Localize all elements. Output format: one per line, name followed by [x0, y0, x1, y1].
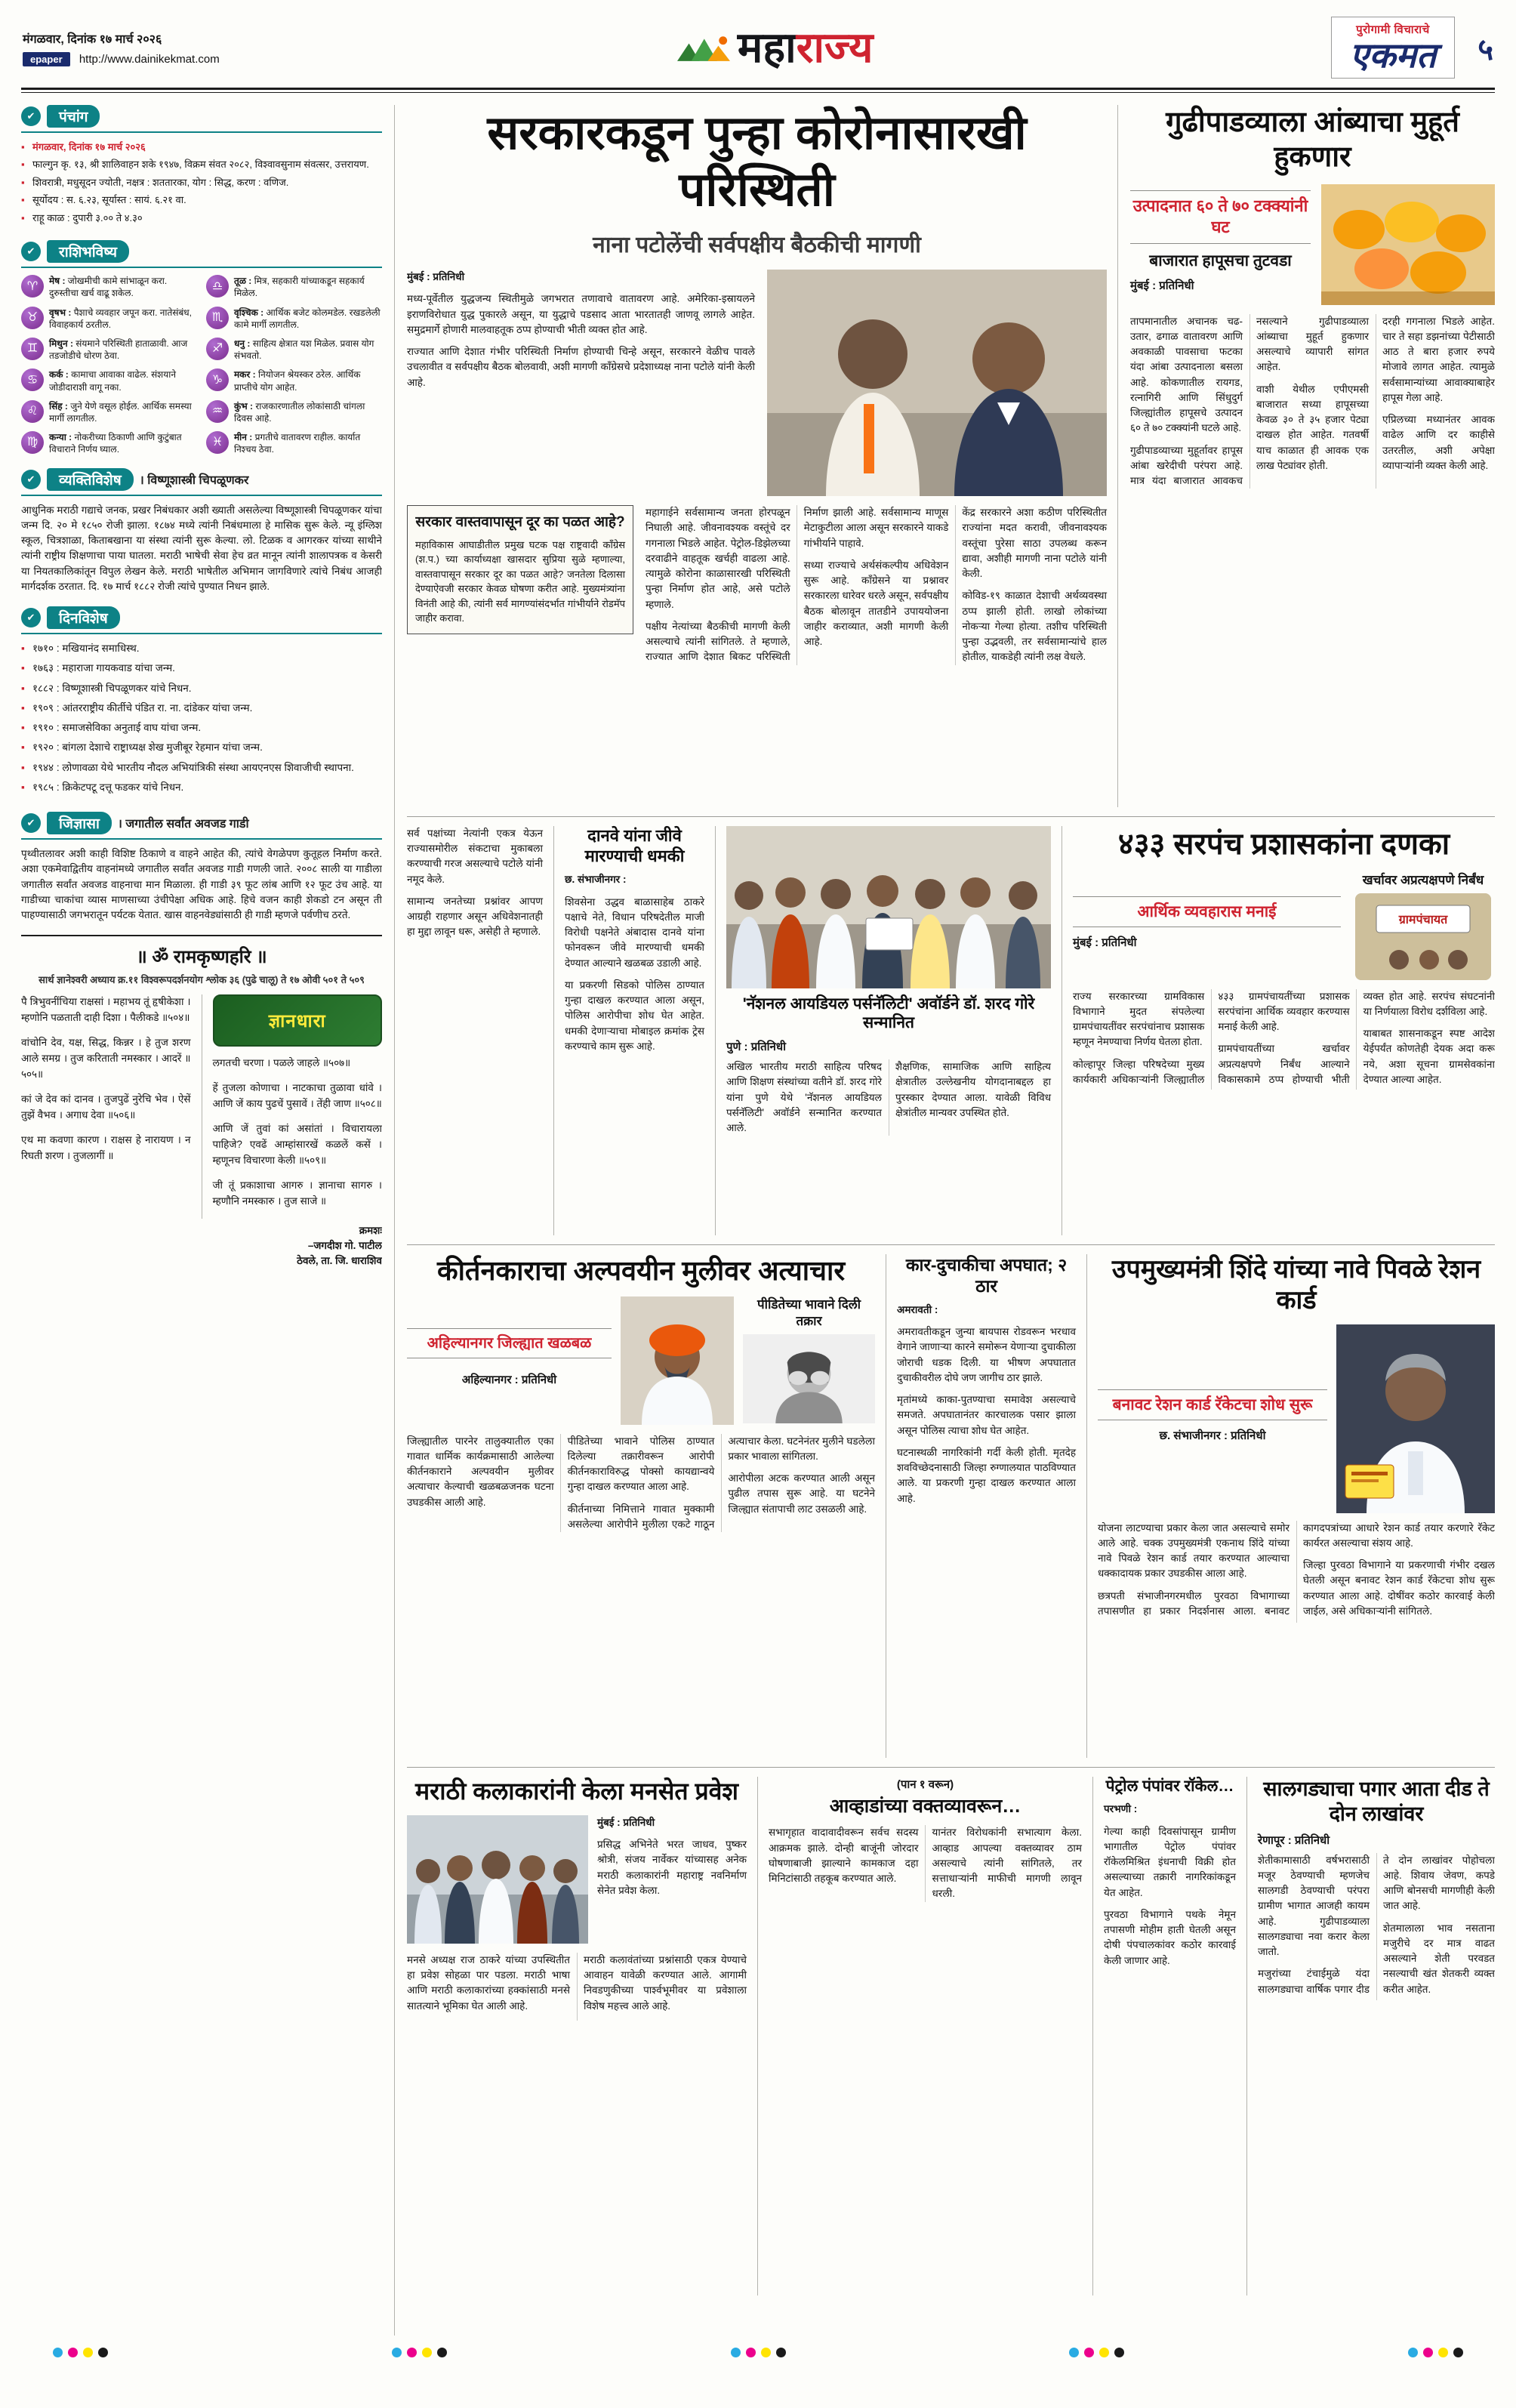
lead-byline: मुंबई : प्रतिनिधी: [407, 271, 465, 283]
masthead-tagline: पुरोगामी विचाराचे: [1356, 23, 1430, 36]
petrol-paras: [1104, 1824, 1236, 1969]
registration-dot: [68, 2348, 78, 2357]
registration-dot: [392, 2348, 402, 2357]
shinde-deck-text: बनावट रेशन कार्ड रॅकेटचा शोध सुरू: [1098, 1389, 1327, 1420]
ram-footer-kramashah: क्रमशः: [359, 1224, 382, 1236]
mango-byline: मुंबई : प्रतिनिधी: [1130, 279, 1194, 293]
verse: पै त्रिभुवनींचिया राक्षसां । महाभय तूं हृषीकेशा । म्हणोनि पळताती दाही दिशा । पैलीकडे ॥५०४॥: [21, 996, 191, 1024]
shinde-deck: [1098, 1389, 1327, 1448]
lead-subhead: नाना पटोलेंची सर्वपक्षीय बैठकीची मागणी: [593, 233, 921, 258]
sarpanch-deck1: आर्थिक व्यवहारास मनाई: [1073, 896, 1341, 927]
article-shinde: [1086, 1254, 1495, 1758]
verse: वांचोनि देव, यक्ष, सिद्ध, किन्नर । हे तुज शरण आले समग्र । तुज करिताती नमस्कार । आदरें ॥५०५॥: [21, 1037, 191, 1081]
jidnyasa-subtitle: । जगातील सर्वांत अवजड गाडी: [117, 818, 249, 831]
article-sarpanch: [1062, 826, 1495, 1235]
jidnyasa-title: जिज्ञासा: [47, 812, 112, 834]
accident-body: [897, 1303, 1076, 1506]
vyakti-subtitle: । विष्णूशास्त्री चिपळूणकर: [139, 473, 249, 487]
dinvishesh-title: दिनविशेष: [47, 606, 120, 629]
rashi-entry: [206, 368, 382, 393]
jidnyasa-header: [21, 812, 382, 840]
shinde-headline: उपमुख्यमंत्री शिंदे यांच्या नावे पिवळे रेशन कार्ड: [1111, 1254, 1481, 1315]
rashi-entry: [21, 338, 197, 362]
rashi-text: कर्क : कामाचा आवाका वाढेल. संशयाने जोडीदाराशी वागू नका.: [49, 369, 176, 393]
paragraph: वाशी येथील एपीएमसी बाजारात सध्या हापूसच्या केवळ ३० ते ३५ हजार पेट्या दाखल होत आहेत. गतवर्षी याच काळात ही आवक एक लाख पेट्यांवर होती.: [1256, 383, 1369, 471]
panchang-line: ▪ शिवरात्री, मधुसूदन ज्योती, नक्षत्र : शततारका, योग : सिद्ध, करण : वणिज.: [21, 175, 382, 190]
mnse-headline: मराठी कलाकारांनी केला मनसेत प्रवेश: [415, 1777, 738, 1805]
mango-deck-row: [1130, 184, 1495, 305]
petrol-byline: परभणी :: [1104, 1803, 1138, 1815]
mango-decks: [1130, 190, 1311, 298]
zodiac-icon: ♏: [206, 307, 229, 329]
danve-byline: छ. संभाजीनगर :: [565, 874, 627, 886]
registration-dot: [776, 2348, 786, 2357]
paragraph: राज्यात आणि देशात गंभीर परिस्थिती निर्माण होण्याची चिन्हे असून, सरकारने वेळीच पावले उचलावीत व सर्वपक्षीय बैठक बोलवावी, अशी मागणी काँग्रेसचे प्रदेशाध्यक्ष नाना पटोले यांनी केली आहे.: [407, 346, 755, 388]
paragraph: मध्य-पूर्वेतील युद्धजन्य स्थितीमुळे जगभरात तणावाचे वातावरण आहे. अमेरिका-इस्रायलने इराणविरोधात युद्ध पुकारले असून, या युद्धाचे पडसाद आता भारतातही जाणवू लागले आहेत. समुद्रमार्गे होणारी मालवाहतूक ठप्प होण्याची भीती व्यक्त होत आहे.: [407, 293, 755, 335]
paragraph: राज्य सरकारच्या ग्रामविकास विभागाने मुदत संपलेल्या ग्रामपंचायतींवर सरपंचांनाच प्रशासक म्हणून नेमण्याचा निर्णय घेतला होता.: [1073, 990, 1205, 1048]
award-byline: पुणे : प्रतिनिधी: [726, 1041, 786, 1054]
dinvishesh-item: ▪ १९४४ : लोणावळा येथे भारतीय नौदल अभियांत्रिकी संस्था आयएनएस शिवाजीची स्थापना.: [21, 760, 382, 775]
band-top: [407, 105, 1495, 807]
band-third: [407, 1244, 1495, 1758]
dinvishesh-item: ▪ १९०९ : आंतरराष्ट्रीय कीर्तीचे पंडित रा. ना. दांडेकर यांचा जन्म.: [21, 701, 382, 716]
kirtankar-byline: अहिल्यानगर : प्रतिनिधी: [461, 1374, 557, 1387]
sarpanch-byline: मुंबई : प्रतिनिधी: [1073, 936, 1137, 950]
lead-headline: सरकारकडून पुन्हा कोरोनासारखी परिस्थिती: [487, 106, 1027, 217]
verse: लगतची चरणा । पळले जाहले ॥५०७॥: [212, 1057, 351, 1069]
awhad-body-columns: [769, 1825, 1082, 1901]
registration-dot: [1453, 2348, 1463, 2357]
mango-deck2: बाजारात हापूसचा तुटवडा: [1149, 251, 1292, 270]
paragraph: जिल्ह्यातील पारनेर तालुक्यातील एका गावात धार्मिक कार्यक्रमासाठी आलेल्या कीर्तनकाराने अल्पवयीन मुलीवर अत्याचार केल्याची खळबळजनक घटना उघडकीस आली आहे.: [407, 1435, 554, 1508]
article-awhad: [757, 1777, 1082, 2295]
panchang-title: पंचांग: [47, 105, 100, 128]
kirtankar-headline: कीर्तनकाराचा अल्पवयीन मुलीवर अत्याचार: [436, 1254, 846, 1286]
check-circle-icon: ✔: [21, 106, 41, 126]
dnyandhara-logo: ज्ञानधारा: [213, 994, 383, 1047]
registration-cluster: [731, 2348, 786, 2357]
paragraph: शेतमालाला भाव नसताना मजुरीचे दर मात्र वाढत असल्याने शेती परवडत नसल्याची खंत शेतकरी व्यक्त करीत आहेत.: [1383, 1922, 1495, 1995]
rashi-entry: [21, 431, 197, 455]
lead-continuation: [407, 826, 543, 1235]
header-right: [1331, 17, 1493, 79]
shinde-photo: [1336, 1324, 1495, 1513]
ram-verses-right-col: [202, 994, 383, 1218]
kirtankar-photo: [621, 1296, 734, 1425]
paragraph: दरही गगनाला भिडले आहेत. चार ते सहा डझनांच्या पेटीसाठी आठ ते बारा हजार रुपये मोजावे लागत आहेत. त्यामुळे सर्वसामान्यांच्या आवाक्याबाहेर हापूस गेला आहे.: [1382, 315, 1495, 403]
rashi-text: मिथुन : संयमाने परिस्थिती हाताळावी. आज तडजोडीचे धोरण ठेवा.: [49, 338, 188, 362]
sarpanch-deck-left: [1073, 896, 1341, 955]
paragraph: पीडितेच्या भावाने पोलिस ठाण्यात दिलेल्या तक्रारीवरून आरोपी कीर्तनकाराविरुद्ध पोक्सो कायद्यान्वये गुन्हा दाखल करण्यात आला आहे.: [567, 1435, 715, 1493]
paragraph: शेतीकामासाठी वर्षभरासाठी मजूर ठेवण्याची म्हणजेच सालगडी ठेवण्याची परंपरा ग्रामीण भागात आजही कायम आहे. गुढीपाडव्याला सालगड्याचा नवा करार केला जातो.: [1258, 1854, 1370, 1958]
zodiac-icon: ♐: [206, 338, 229, 360]
check-circle-icon: ✔: [21, 608, 41, 627]
main-column: [394, 105, 1495, 2336]
page-header: [0, 0, 1516, 85]
article-mnse: [407, 1777, 747, 2295]
accident-paras: [897, 1324, 1076, 1506]
rashi-text: मकर : नियोजन श्रेयस्कर ठरेल. आर्थिक प्राप्तीचे योग आहेत.: [234, 369, 361, 393]
paragraph: महागाईने सर्वसामान्य जनता होरपळून निघाली आहे. जीवनावश्यक वस्तूंचे दर गगनाला भिडले आहेत. पेट्रोल-डिझेलच्या दरवाढीने वाहतूक खर्चही वाढला आहे. त्यामुळे कोरोना काळासारखी परिस्थिती पुन्हा निर्माण होत आहे, असे पटोले म्हणाले.: [646, 507, 790, 610]
paragraph: प्रसिद्ध अभिनेते भरत जाधव, पुष्कर श्रोत्री, संजय नार्वेकर यांच्यासह अनेक मराठी कलाकारांनी महाराष्ट्र नवनिर्माण सेनेत प्रवेश केला.: [597, 1839, 747, 1896]
paragraph: या प्रकरणी सिडको पोलिस ठाण्यात गुन्हा दाखल करण्यात आला असून, पोलिस आरोपीचा शोध घेत आहेत. धमकी देणाऱ्याचा मोबाइल क्रमांक ट्रेस करण्याचे काम सुरू आहे.: [565, 979, 704, 1052]
zodiac-icon: ♈: [21, 275, 44, 298]
lead-inset-box: [407, 505, 633, 634]
registration-dot: [1114, 2348, 1124, 2357]
dinvishesh-item: ▪ १७१० : मखियानंद समाधिस्थ.: [21, 641, 382, 656]
mnse-photo-row: [407, 1815, 747, 1944]
rashi-text: वृषभ : पैशाचे व्यवहार जपून करा. नातेसंबंध, विवाहकार्य ठरतील.: [49, 307, 193, 330]
verse: आणि जें तुवां कां असांतां । विचारायला पाहिजे? एवढें आम्हांसारखें कळलें कसें । म्हणूनच विचारणा केली ॥५०९॥: [212, 1123, 382, 1167]
paragraph: आरोपीला अटक करण्यात आली असून पुढील तपास सुरू आहे. या घटनेने जिल्ह्यात संतापाची लाट उसळली आहे.: [728, 1472, 875, 1515]
section-logo: [677, 23, 874, 72]
content-area: [0, 100, 1516, 2336]
panchang-header: [21, 105, 382, 133]
panchang-section: [21, 105, 382, 229]
ram-intro: सार्थ ज्ञानेश्वरी अध्याय क्र.११ विश्वरूपदर्शनयोग श्लोक ३६ (पुढे चालू) ते १७ ओवी ५०१ ते ५०९: [39, 974, 365, 986]
article-mango: [1117, 105, 1495, 807]
dinvishesh-item: ▪ १९१० : समाजसेविका अनुताई वाघ यांचा जन्म.: [21, 720, 382, 735]
award-body-columns: [726, 1059, 1051, 1136]
article-danve: [553, 826, 704, 1235]
verse: जी तूं प्रकाशाचा आगरु । ज्ञानाचा सागरु । म्हणौनि नमस्कारु । तुज साजे ॥: [212, 1179, 382, 1207]
mango-photo: [1321, 184, 1495, 305]
registration-dot: [53, 2348, 63, 2357]
danve-paras: [565, 895, 704, 1055]
dinvishesh-item: ▪ १९८५ : क्रिकेटपटू दत्तू फडकर यांचे निधन.: [21, 780, 382, 795]
panchang-line: ▪ सूर्योदय : स. ६.२३, सूर्यास्त : सायं. ६.२१ वा.: [21, 193, 382, 208]
paragraph: अखिल भारतीय मराठी साहित्य परिषद आणि शिक्षण संस्थांच्या वतीने डॉ. शरद गोरे यांना पुणे येथे 'नॅशनल आयडियल पर्सनॅलिटी' अवॉर्डने सन्मानित करण्यात आले.: [726, 1061, 882, 1134]
ram-title: ॥ ॐ रामकृष्णहरि ॥: [136, 947, 267, 968]
zodiac-icon: ♍: [21, 431, 44, 454]
vyakti-body: आधुनिक मराठी गद्याचे जनक, प्रखर निबंधकार अशी ख्याती असलेल्या विष्णूशास्त्री चिपळूणकर यांचा जन्म दि. २० मे १८५० रोजी झाला. १८७४ मध्ये त्यांनी निबंधमाला हे मासिक सुरू केले. न्यू इंग्लिश स्कूल, चित्रशाळा, किताबखाना या संस्था त्यांनी सुरू केल्या. लो. टिळक व आगरकर यांच्या साथीने त्यांनी राष्ट्रीय शिक्षणाचा पाया घातला. मराठी भाषेची सेवा हेच व्रत मानून त्यांनी शालापत्रक व केसरी या नियतकालिकांतून विपुल लेखन केले. मराठी भाषेतील अभिमान जागविणारे त्यांचे निबंध आजही मार्गदर्शक ठरतात. दि. १७ मार्च १८८२ रोजी त्यांचे पुण्यात निधन झाले.: [21, 504, 382, 592]
rashi-text: कन्या : नोकरीच्या ठिकाणी आणि कुटुंबात विचाराने निर्णय घ्याल.: [49, 432, 182, 455]
kirtankar-deck-row: [407, 1296, 875, 1425]
verse: हें तुजला कोणाचा । नाटकाचा तुळावा धांवे । आणि जें काय पुढचें पुसावें । तेंही जाण ॥५०८॥: [212, 1082, 382, 1110]
kirtankar-deck-right: [743, 1296, 875, 1425]
sarpanch-deck-right: [1351, 872, 1495, 980]
registration-dot: [761, 2348, 771, 2357]
paragraph: योजना लाटण्याचा प्रकार केला जात असल्याचे समोर आले आहे. चक्क उपमुख्यमंत्री एकनाथ शिंदे यांच्या नावे पिवळे रेशन कार्ड तयार करण्यात आल्याचा धक्कादायक प्रकार उघडकीस आला आहे.: [1098, 1522, 1290, 1580]
paragraph: शिवसेना उद्धव बाळासाहेब ठाकरे पक्षाचे नेते, विधान परिषदेतील माजी विरोधी पक्षनेते अंबादास दानवे यांना फोनवरून जीवे मारण्याची धमकी देण्यात आल्याने खळबळ उडाली आहे.: [565, 896, 704, 969]
kirtankar-body-columns: [407, 1434, 875, 1533]
dinvishesh-item: ▪ १९२० : बांगला देशाचे राष्ट्राध्यक्ष शेख मुजीबूर रेहमान यांचा जन्म.: [21, 740, 382, 755]
registration-dot: [437, 2348, 447, 2357]
paragraph: मजुरांच्या टंचाईमुळे यंदा सालगड्याचा वार्षिक पगार दीड ते दोन लाखांवर पोहोचला आहे. शिवाय जेवण, कपडे आणि बोनसची मागणीही केली जात आहे.: [1258, 1854, 1495, 1995]
sarpanch-deck2: खर्चावर अप्रत्यक्षपणे निर्बंध: [1362, 872, 1484, 887]
paragraph: पक्षीय नेत्यांच्या बैठकीची मागणी केली असल्याचे त्यांनी सांगितले. ते म्हणाले, राज्यात आणि देशात बिकट परिस्थिती निर्माण झाली आहे. सर्वसामान्य माणूस मेटाकुटीला आला असून सरकारने याकडे गांभीर्याने पाहावे.: [646, 507, 949, 663]
rashi-title: राशिभविष्य: [47, 240, 129, 263]
jidnyasa-section: [21, 812, 382, 923]
jidnyasa-body: पृथ्वीतलावर अशी काही विशिष्ट ठिकाणे व वाहने आहेत की, त्यांचे वेगळेपण कुतूहल निर्माण करते. अशा एकमेवाद्वितीय वाहनांमध्ये जगातील सर्वांत अवजड गाडी गणली जाते. २००८ साली या गाडीला जगातील सर्वांत अवजड वाहनाचा मान मिळाला. ही गाडी ३९ फूट लांब आणि १२ फूट उंच आहे. या गाडीच्या चाकांचा व्यास माणसाच्या उंचीपेक्षा अधिक आहे. हिचे वजन काही शेकडो टन असून ती पाहण्यासाठी जगभरातून पर्यटक येतात. खास वाहनवेड्यांसाठी ही गाडी म्हणजे पर्वणीच ठरते.: [21, 848, 382, 921]
article-accident: [886, 1254, 1076, 1758]
sarpanch-headline: ४३३ सरपंच प्रशासकांना दणका: [1117, 827, 1450, 861]
paragraph: कोल्हापूर जिल्हा परिषदेच्या मुख्य कार्यकारी अधिकाऱ्यांनी जिल्ह्यातील ४३३ ग्रामपंचायतींच्या प्रशासक सरपंचांना आर्थिक व्यवहार करण्यास मनाई केली आहे.: [1073, 990, 1350, 1085]
check-circle-icon: ✔: [21, 470, 41, 489]
vyakti-header: [21, 468, 382, 496]
inset-body: महाविकास आघाडीतील प्रमुख घटक पक्ष राष्ट्रवादी काँग्रेस (श.प.) च्या कार्याध्यक्षा खासदार सुप्रिया सुळे म्हणाल्या, वास्तवापासून सरकार दूर का पळत आहे? जनतेला दिलासा देण्याऐवजी सरकार केवळ घोषणा करीत आहे. मुख्यमंत्र्यांना विनंती आहे की, त्यांनी सर्व मागण्यांसंदर्भात गांभीर्याने रोडमॅप जाहीर करावा.: [415, 538, 625, 624]
registration-dot: [1408, 2348, 1418, 2357]
rashi-text: तूळ : मित्र, सहकारी यांच्याकडून सहकार्य मिळेल.: [234, 276, 365, 299]
awhad-kicker: (पान १ वरून): [896, 1777, 954, 1791]
paragraph: अमरावतीकडून जुन्या बायपास रोडवरून भरधाव वेगाने जाणाऱ्या कारने समोरून येणाऱ्या दुचाकीला जोराची धडक दिली. या भीषण अपघातात दुचाकीवरील दोघे जण जागीच ठार झाले.: [897, 1326, 1076, 1383]
registration-cluster: [1408, 2348, 1463, 2357]
dinvishesh-item: ▪ १७६३ : महाराजा गायकवाड यांचा जन्म.: [21, 661, 382, 676]
award-headline: 'नॅशनल आयडियल पर्सनॅलिटी' अवॉर्डने डॉ. शरद गोरे सन्मानित: [742, 994, 1035, 1032]
rashi-text: मेष : जोखमीची कामे सांभाळून करा. दुरुस्तीचा खर्च वाढू शकेल.: [49, 276, 168, 299]
paragraph: छत्रपती संभाजीनगरमधील पुरवठा विभागाच्या तपासणीत हा प्रकार निदर्शनास आला. बनावट कागदपत्रांच्या आधारे रेशन कार्ड तयार करणारे रॅकेट कार्यरत असल्याचा संशय आहे.: [1098, 1522, 1495, 1617]
shinde-byline: छ. संभाजीनगर : प्रतिनिधी: [1159, 1429, 1266, 1442]
registration-dot: [98, 2348, 108, 2357]
inset-title: सरकार वास्तवापासून दूर का पळत आहे?: [415, 514, 625, 531]
paragraph: याबाबत शासनाकडून स्पष्ट आदेश येईपर्यंत कोणतेही देयक अदा करू नये, अशा सूचना ग्रामसेवकांना देण्यात आल्या आहेत.: [1363, 1028, 1495, 1085]
article-kirtankar: [407, 1254, 875, 1758]
ramkrushnahari-section: [21, 935, 382, 2336]
masthead-name: एकमत: [1349, 35, 1437, 75]
paragraph: सध्या राज्याचे अर्थसंकल्पीय अधिवेशन सुरू आहे. काँग्रेसने या प्रश्नावर सरकारला धारेवर धरले असून, सर्वपक्षीय बैठक बोलावून तातडीने उपाययोजना जाहीर कराव्यात, अशी मागणी केली आहे.: [803, 559, 949, 648]
mango-deck1: उत्पादनात ६० ते ७० टक्क्यांनी घट: [1130, 190, 1311, 244]
danve-body: [565, 872, 704, 1054]
paragraph: सर्व पक्षांच्या नेत्यांनी एकत्र येऊन राज्यासमोरील संकटाचा मुकाबला करण्याची गरज असल्याचे पटोले यांनी नमूद केले.: [407, 827, 543, 885]
rashi-grid: [21, 275, 382, 455]
kirtankar-deck2: पीडितेच्या भावाने दिली तक्रार: [756, 1296, 861, 1328]
dinvishesh-section: [21, 606, 382, 800]
edition-date: मंगळवार, दिनांक १७ मार्च २०२६: [23, 32, 162, 46]
header-left: [23, 30, 220, 66]
ram-verses-left: [21, 994, 191, 1218]
lead-intro-paras: [407, 291, 755, 390]
victim-illustration-photo: [743, 1334, 875, 1423]
ram-footer: [21, 1223, 382, 1269]
salgadi-byline: रेणापूर : प्रतिनिधी: [1258, 1833, 1330, 1847]
rashi-entry: [206, 338, 382, 362]
registration-dot: [83, 2348, 93, 2357]
dinvishesh-item: ▪ १८८२ : विष्णूशास्त्री चिपळूणकर यांचे निधन.: [21, 681, 382, 696]
awhad-headline: आव्हाडांच्या वक्तव्यावरून…: [829, 1795, 1021, 1817]
zodiac-icon: ♑: [206, 368, 229, 391]
grampanchayat-board-label: ग्रामपंचायत: [1398, 913, 1448, 927]
grampanchayat-photo: [1355, 893, 1491, 980]
article-corona: [407, 105, 1107, 807]
ram-columns: [21, 994, 382, 1218]
epaper-badge: epaper: [23, 52, 70, 66]
rashi-text: मीन : प्रगतीचे वातावरण राहील. कार्यात निश्चय ठेवा.: [234, 432, 361, 455]
rashibhavishya-section: [21, 240, 382, 455]
page-number: ५: [1477, 32, 1493, 66]
panchang-line: ▪ राहू काळ : दुपारी ३.०० ते ४.३०: [21, 211, 382, 226]
paragraph: घटनास्थळी नागरिकांनी गर्दी केली होती. मृतदेह शवविच्छेदनासाठी जिल्हा रुग्णालयात पाठविण्यात आले. या प्रकरणी गुन्हा दाखल करण्यात आला आहे.: [897, 1446, 1076, 1504]
epaper-row: [23, 53, 220, 66]
ram-footer-place: ठेवले, ता. जि. धाराशिव: [297, 1255, 382, 1267]
paragraph: मनसे अध्यक्ष राज ठाकरे यांच्या उपस्थितीत हा प्रवेश सोहळा पार पडला. मराठी भाषा आणि मराठी कलाकारांच्या हक्कांसाठी मनसे सातत्याने भूमिका घेत आली आहे.: [407, 1953, 570, 2012]
mnse-side: [597, 1815, 747, 1905]
mnse-byline: मुंबई : प्रतिनिधी: [597, 1816, 655, 1828]
shinde-body-columns: [1098, 1521, 1495, 1623]
sarpanch-deck-row: [1073, 872, 1495, 980]
salgadi-headline: सालगड्याचा पगार आता दीड ते दोन लाखांवर: [1263, 1777, 1490, 1825]
lead-intro: [407, 270, 755, 496]
registration-cluster: [1069, 2348, 1124, 2357]
mango-headline: गुढीपाडव्याला आंब्याचा मुहूर्त हुकणार: [1166, 106, 1459, 174]
registration-dot: [422, 2348, 432, 2357]
paragraph: केंद्र सरकारने अशा कठीण परिस्थितीत राज्यांना मदत करावी, जीवनावश्यक वस्तूंचा पुरेसा साठा उपलब्ध करून द्यावा, अशीही मागणी नाना पटोले यांनी केली.: [962, 507, 1107, 580]
article-petrol: [1092, 1777, 1236, 2295]
panchang-line: ▪ फाल्गुन कृ. १३, श्री शालिवाहन शके १९४७, विक्रम संवत २०८२, विश्वावसुनाम संवत्सर, उत्तरायण.: [21, 157, 382, 172]
rashi-text: धनु : साहित्य क्षेत्रात यश मिळेल. प्रवास योग संभवतो.: [234, 338, 374, 362]
paragraph: शैक्षणिक, सामाजिक आणि साहित्य क्षेत्रातील उल्लेखनीय योगदानाबद्दल हा पुरस्कार देण्यात आला. यावेळी विविध क्षेत्रांतील मान्यवर उपस्थित होते.: [895, 1061, 1051, 1118]
paragraph: कीर्तनाच्या निमित्ताने गावात मुक्कामी असलेल्या आरोपीने मुलीला एकटे गाठून अत्याचार केला. घटनेनंतर मुलीने घडलेला प्रकार भावाला सांगितला.: [567, 1435, 875, 1530]
rashi-entry: [206, 431, 382, 455]
kirtankar-deck1: अहिल्यानगर जिल्ह्यात खळबळ: [407, 1328, 612, 1358]
lead-top-row: [407, 270, 1107, 496]
mnse-group-photo: [407, 1815, 588, 1944]
rashi-entry: [21, 307, 197, 331]
registration-dot: [1438, 2348, 1448, 2357]
lead-bottom-row: [407, 505, 1107, 665]
masthead: [1331, 17, 1456, 79]
sarpanch-body-columns: [1073, 989, 1495, 1090]
panchang-lines: [21, 140, 382, 226]
band-bottom: [407, 1767, 1495, 2295]
header-rule: [21, 88, 1495, 90]
epaper-url-link[interactable]: http://www.dainikekmat.com: [79, 52, 220, 66]
paragraph: यानंतर विरोधकांनी सभात्याग केला. आव्हाड आपल्या वक्तव्यावर ठाम असल्याचे त्यांनी सांगितले, तर सत्ताधाऱ्यांनी माफीची मागणी लावून धरली.: [932, 1827, 1082, 1900]
danve-headline: दानवे यांना जीवे मारण्याची धमकी: [584, 825, 685, 865]
section-title: महाराज्य: [737, 23, 874, 72]
award-group-photo: [726, 826, 1051, 988]
paragraph: एप्रिलच्या मध्यानंतर आवक वाढेल आणि दर काहीसे उतरतील, अशी अपेक्षा व्यापाऱ्यांनी व्यक्त केली आहे.: [1382, 414, 1495, 471]
petrol-body: [1104, 1802, 1236, 1969]
dinvishesh-list: [21, 641, 382, 795]
check-circle-icon: ✔: [21, 813, 41, 833]
registration-dot: [1423, 2348, 1433, 2357]
rashi-entry: [206, 307, 382, 331]
zodiac-icon: ♉: [21, 307, 44, 329]
left-column: [21, 105, 382, 2336]
zodiac-icon: ♌: [21, 400, 44, 423]
paragraph: तापमानातील अचानक चढ-उतार, ढगाळ वातावरण आणि अवकाळी पावसाचा फटका यंदा आंबा उत्पादनाला बसला आहे. कोकणातील रायगड, रत्नागिरी आणि सिंधुदुर्ग जिल्ह्यांतील हापूसचे उत्पादन ६० ते ७० टक्क्यांनी घटले आहे.: [1130, 315, 1243, 434]
logo-graphic-icon: [677, 30, 730, 69]
header-rule-thin: [21, 92, 1495, 93]
vyakti-title: व्यक्तिविशेष: [47, 468, 134, 491]
paragraph: मृतांमध्ये काका-पुतण्याचा समावेश असल्याचे समजते. अपघातानंतर कारचालक पसार झाला असून पोलिस त्याचा शोध घेत आहेत.: [897, 1394, 1076, 1436]
lead-body-columns: [646, 505, 1107, 665]
registration-marks: [0, 2336, 1516, 2357]
panchang-line: ▪ मंगळवार, दिनांक १७ मार्च २०२६: [21, 140, 382, 155]
shinde-deck-row: [1098, 1324, 1495, 1513]
rashi-entry: [21, 275, 197, 299]
zodiac-icon: ♒: [206, 400, 229, 423]
accident-byline: अमरावती :: [897, 1303, 938, 1315]
registration-dot: [731, 2348, 741, 2357]
paragraph: गुढीपाडव्याच्या मुहूर्तावर हापूस आंबा खरेदीची परंपरा आहे. मात्र यंदा बाजारात आवकच नसल्याने गुढीपाडव्याला आंब्याचा मुहूर्त हुकणार असल्याचे व्यापारी सांगत आहेत.: [1130, 315, 1369, 487]
zodiac-icon: ♋: [21, 368, 44, 391]
rashi-entry: [21, 368, 197, 393]
paragraph: कोविड-१९ काळात देशाची अर्थव्यवस्था ठप्प झाली होती. लाखो लोकांच्या नोकऱ्या गेल्या होत्या. तशीच परिस्थिती पुन्हा उद्भवली, तर सर्वसामान्यांचे हाल होतील, याकडेही त्यांनी लक्ष वेधले.: [962, 590, 1107, 663]
paragraph: सभागृहात वादावादीवरून सर्वच सदस्य आक्रमक झाले. दोन्ही बाजूंनी जोरदार घोषणाबाजी झाल्याने कामकाज दहा मिनिटांसाठी तहकूब करण्यात आले.: [769, 1827, 919, 1885]
registration-dot: [1084, 2348, 1094, 2357]
check-circle-icon: ✔: [21, 242, 41, 261]
verse: एथ मा कवणा कारण । राक्षस हे नारायण । न रिघती शरण । तुजलागीं ॥: [21, 1133, 191, 1161]
ram-footer-author: –जगदीश गो. पाटील: [307, 1240, 382, 1252]
paragraph: गेल्या काही दिवसांपासून ग्रामीण भागातील पेट्रोल पंपांवर रॉकेलमिश्रित इंधनाची विक्री होत असल्याच्या तक्रारी नागरिकांकडून येत आहेत.: [1104, 1825, 1236, 1898]
vyaktivishesh-section: [21, 468, 382, 595]
rashi-entry: [206, 275, 382, 299]
registration-cluster: [53, 2348, 108, 2357]
ram-verses-right: [213, 1056, 383, 1209]
rashi-entry: [206, 400, 382, 424]
rashi-entry: [21, 400, 197, 424]
kirtankar-deck-left: [407, 1296, 612, 1425]
rashi-text: कुंभ : राजकारणातील लोकांसाठी चांगला दिवस आहे.: [234, 400, 365, 424]
paragraph: ग्रामपंचायतींच्या खर्चावर अप्रत्यक्षपणे निर्बंध आल्याने विकासकामे ठप्प होण्याची भीती व्यक्त होत आहे. सरपंच संघटनांनी या निर्णयाला विरोध दर्शविला आहे.: [1218, 990, 1495, 1085]
registration-dot: [1099, 2348, 1109, 2357]
article-award: [715, 826, 1051, 1235]
registration-dot: [407, 2348, 417, 2357]
paragraph: मराठी कलावंतांच्या प्रश्नांसाठी एकत्र येण्याचे आवाहन यावेळी करण्यात आले. आगामी निवडणुकीच्या पार्श्वभूमीवर या प्रवेशाला विशेष महत्त्व आले आहे.: [584, 1953, 747, 2012]
petrol-headline: पेट्रोल पंपांवर रॉकेल…: [1105, 1777, 1234, 1795]
rashi-text: सिंह : जुने येणे वसूल होईल. आर्थिक समस्या मार्गी लागतील.: [49, 400, 192, 424]
registration-dot: [1069, 2348, 1079, 2357]
verse: कां जे देव कां दानव । तुजपुढें नुरेचि भेव । ऐसें तुझें वैभव । अगाध देवा ॥५०६॥: [21, 1093, 191, 1121]
zodiac-icon: ♓: [206, 431, 229, 454]
rashi-header: [21, 240, 382, 268]
paragraph: सामान्य जनतेच्या प्रश्नांवर आपण आग्रही राहणार असून अधिवेशनातही हा मुद्दा लावून धरू, असेही ते म्हणाले.: [407, 895, 543, 938]
rashi-text: वृश्चिक : आर्थिक बजेट कोलमडेल. रखडलेली कामे मार्गी लागतील.: [234, 307, 381, 330]
accident-headline: कार-दुचाकीचा अपघात; २ ठार: [905, 1254, 1068, 1296]
zodiac-icon: ♊: [21, 338, 44, 360]
mango-body-columns: [1130, 314, 1495, 489]
registration-dot: [746, 2348, 756, 2357]
mnse-body-columns: [407, 1953, 747, 2021]
salgadi-body-columns: [1258, 1853, 1495, 2001]
lead-photo: [767, 270, 1107, 496]
zodiac-icon: ♎: [206, 275, 229, 298]
paragraph: पुरवठा विभागाने पथके नेमून तपासणी मोहीम हाती घेतली असून दोषी पंपचालकांवर कठोर कारवाई केली जाणार आहे.: [1104, 1908, 1236, 1966]
registration-cluster: [392, 2348, 447, 2357]
paragraph: जिल्हा पुरवठा विभागाने या प्रकरणाची गंभीर दखल घेतली असून बनावट रेशन कार्ड रॅकेटचा शोध सुरू करण्यात आला आहे. दोषींवर कठोर कारवाई केली जाईल, असे अधिकाऱ्यांनी सांगितले.: [1303, 1559, 1495, 1617]
band-second: [407, 816, 1495, 1235]
dinvishesh-header: [21, 606, 382, 634]
article-salgadi: [1246, 1777, 1495, 2295]
